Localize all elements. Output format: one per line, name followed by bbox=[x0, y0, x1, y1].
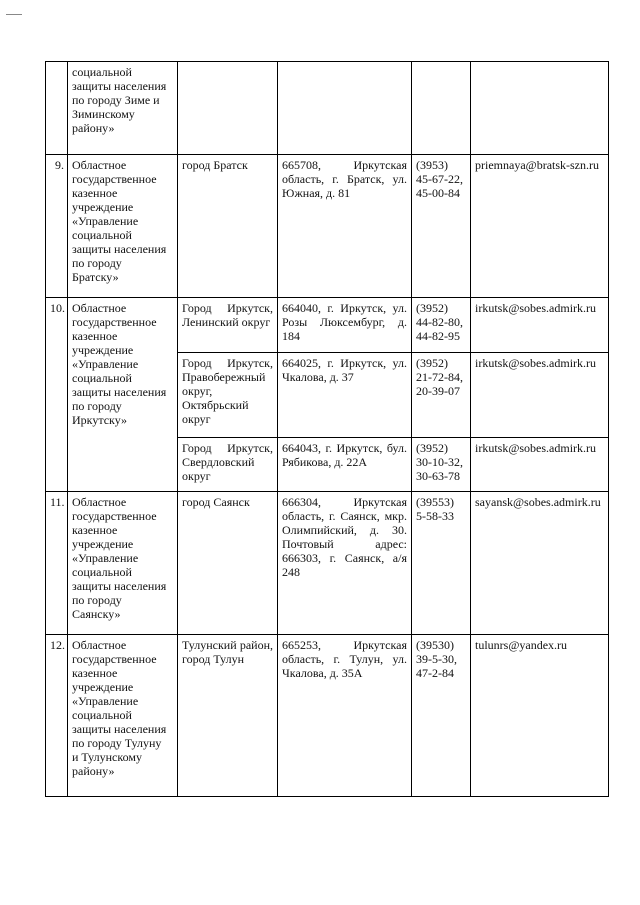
address-cell: 664040, г. Иркутск, ул. Розы Люксембург, д. 184 bbox=[278, 298, 412, 353]
table-row bbox=[46, 298, 609, 353]
org-line: государственное bbox=[72, 509, 157, 523]
email-cell bbox=[471, 62, 609, 155]
address-cell: 664025, г. Иркутск, ул. Чкалова, д. 37 bbox=[278, 353, 412, 438]
table-row bbox=[46, 155, 609, 298]
email-cell: sayansk@sobes.admirk.ru bbox=[471, 492, 609, 635]
territory-cell: город Братск bbox=[178, 155, 278, 298]
org-line: «Управление bbox=[72, 551, 139, 565]
org-line: защиты населения bbox=[72, 722, 167, 736]
table-row bbox=[46, 62, 609, 155]
email-cell: priemnaya@bratsk-szn.ru bbox=[471, 155, 609, 298]
phone-cell: (39530) 39-5-30, 47-2-84 bbox=[412, 635, 471, 797]
email-cell: irkutsk@sobes.admirk.ru bbox=[471, 438, 609, 492]
org-line: казенное bbox=[72, 666, 118, 680]
org-line: государственное bbox=[72, 315, 157, 329]
territory-cell: Тулунский район, город Тулун bbox=[178, 635, 278, 797]
territory-cell: город Саянск bbox=[178, 492, 278, 635]
org-line: учреждение bbox=[72, 537, 134, 551]
address-cell: 666304, Иркутская область, г. Саянск, мкр. Олимпийский, д. 30. Почтовый адрес: 666303, г. Саянск, а/я 248 bbox=[278, 492, 412, 635]
org-line: казенное bbox=[72, 186, 118, 200]
row-number: 12. bbox=[46, 635, 68, 797]
org-line: социальной bbox=[72, 565, 132, 579]
org-line: «Управление bbox=[72, 694, 139, 708]
table-row bbox=[46, 492, 609, 635]
org-line: Саянску» bbox=[72, 607, 121, 621]
org-line: учреждение bbox=[72, 200, 134, 214]
org-line: защиты населения bbox=[72, 242, 167, 256]
table-row bbox=[46, 635, 609, 797]
org-line: «Управление bbox=[72, 214, 139, 228]
phone-cell: (3953) 45-67-22, 45-00-84 bbox=[412, 155, 471, 298]
org-line: и Тулунскому bbox=[72, 750, 142, 764]
org-line: «Управление bbox=[72, 357, 139, 371]
org-line: социальной bbox=[72, 65, 132, 79]
org-line: по городу bbox=[72, 593, 122, 607]
org-line: Областное bbox=[72, 495, 127, 509]
address-cell: 665708, Иркутская область, г. Братск, ул. Южная, д. 81 bbox=[278, 155, 412, 298]
territory-cell bbox=[178, 62, 278, 155]
org-line: по городу Зиме и bbox=[72, 93, 160, 107]
org-line: Областное bbox=[72, 301, 127, 315]
org-line: социальной bbox=[72, 371, 132, 385]
territory-cell: Город Иркутск, Ленинский округ bbox=[178, 298, 278, 353]
row-number bbox=[46, 62, 68, 155]
org-line: району» bbox=[72, 121, 115, 135]
address-cell: 665253, Иркутская область, г. Тулун, ул. Чкалова, д. 35А bbox=[278, 635, 412, 797]
org-line: по городу Тулуну bbox=[72, 736, 162, 750]
org-line: по городу bbox=[72, 256, 122, 270]
org-line: защиты населения bbox=[72, 579, 167, 593]
address-cell bbox=[278, 62, 412, 155]
org-line: социальной bbox=[72, 708, 132, 722]
org-line: казенное bbox=[72, 329, 118, 343]
org-line: социальной bbox=[72, 228, 132, 242]
org-line: учреждение bbox=[72, 343, 134, 357]
territory-cell: Город Иркутск, Свердловский округ bbox=[178, 438, 278, 492]
corner-mark bbox=[6, 14, 22, 15]
organization-cell bbox=[68, 155, 178, 298]
phone-cell: (3952) 21-72-84, 20-39-07 bbox=[412, 353, 471, 438]
row-number: 9. bbox=[46, 155, 68, 298]
organization-cell bbox=[68, 62, 178, 155]
email-cell: irkutsk@sobes.admirk.ru bbox=[471, 298, 609, 353]
org-line: Областное bbox=[72, 158, 127, 172]
org-line: учреждение bbox=[72, 680, 134, 694]
address-cell: 664043, г. Иркутск, бул. Рябикова, д. 22А bbox=[278, 438, 412, 492]
phone-cell bbox=[412, 62, 471, 155]
phone-cell: (3952) 44-82-80, 44-82-95 bbox=[412, 298, 471, 353]
org-line: Областное bbox=[72, 638, 127, 652]
territory-cell: Город Иркутск, Правобережный округ, Октябрьский округ bbox=[178, 353, 278, 438]
phone-cell: (39553) 5-58-33 bbox=[412, 492, 471, 635]
org-line: защиты населения bbox=[72, 385, 167, 399]
org-line: государственное bbox=[72, 172, 157, 186]
phone-cell: (3952) 30-10-32, 30-63-78 bbox=[412, 438, 471, 492]
org-line: Зиминскому bbox=[72, 107, 135, 121]
institutions-table bbox=[45, 61, 609, 797]
org-line: по городу bbox=[72, 399, 122, 413]
email-cell: irkutsk@sobes.admirk.ru bbox=[471, 353, 609, 438]
org-line: государственное bbox=[72, 652, 157, 666]
org-line: Иркутску» bbox=[72, 413, 128, 427]
org-line: защиты населения bbox=[72, 79, 167, 93]
org-line: казенное bbox=[72, 523, 118, 537]
organization-cell bbox=[68, 492, 178, 635]
row-number: 10. bbox=[46, 298, 68, 492]
email-cell: tulunrs@yandex.ru bbox=[471, 635, 609, 797]
org-line: Братску» bbox=[72, 270, 119, 284]
org-line: району» bbox=[72, 764, 115, 778]
row-number: 11. bbox=[46, 492, 68, 635]
organization-cell bbox=[68, 635, 178, 797]
organization-cell bbox=[68, 298, 178, 492]
